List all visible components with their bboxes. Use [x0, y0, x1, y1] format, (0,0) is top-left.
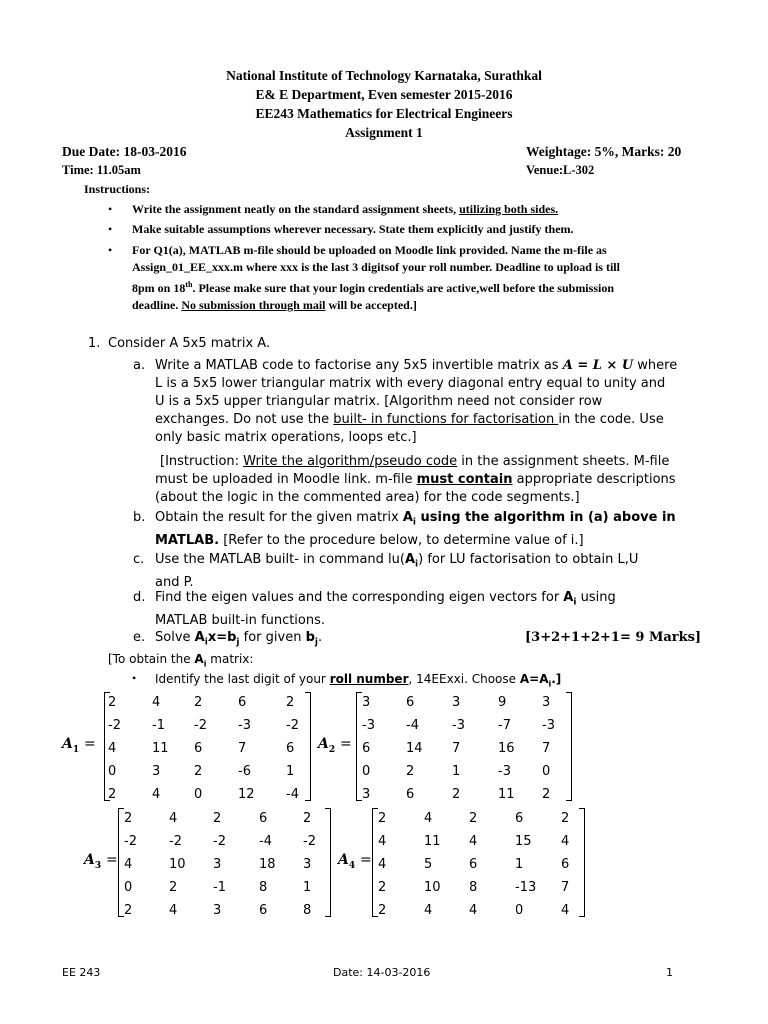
course-title: EE243 Mathematics for Electrical Engineers [255, 106, 513, 121]
matrix-cell: 8 [259, 880, 268, 895]
part-d-text: Find the eigen values and the corresponding eigen vectors for $A_i$ using MATLAB built-in functions. [155, 590, 616, 628]
matrix-cell: 7 [238, 741, 247, 756]
part-a-instruction: [Instruction: Write the algorithm/pseudo code in the assignment sheets. M-file [160, 454, 670, 469]
footer-date: Date: 14-03-2016 [333, 966, 431, 979]
footer-page-number: 1 [666, 966, 673, 979]
weightage: Weightage: 5%, Marks: 20 [526, 144, 682, 159]
matrix-cell: 7 [452, 741, 461, 756]
matrix-cell: -2 [194, 718, 207, 733]
matrix-cell: 2 [124, 811, 133, 826]
matrix-cell: -4 [259, 834, 272, 849]
matrix-cell: 2 [194, 764, 203, 779]
matrix-cell: 2 [378, 903, 387, 918]
matrix-cell: 2 [406, 764, 415, 779]
instruction-2: Make suitable assumptions wherever necessary. State them explicitly and justify them. [132, 222, 574, 236]
matrix-cell: 3 [213, 903, 222, 918]
obtain-matrix-note: [To obtain the $A_i$ matrix: [108, 652, 254, 669]
instruction-3: For Q1(a), MATLAB m-file should be uploaded on Moodle link provided. Name the m-file as Assign_01_EE_xxx.m where xxx is the last 3 digitsof your roll number. Deadline to upload is till 8pm on 18th. Please make sure that your login credentials are active,well before the submission deadline. No submission through mail will be accepted.] [132, 243, 620, 312]
matrix-cell: 4 [424, 811, 433, 826]
matrix-cell: 3 [452, 695, 461, 710]
matrix-cell: 2 [303, 811, 312, 826]
matrix-cell: -1 [213, 880, 226, 895]
matrix-cell: 0 [194, 787, 203, 802]
matrix-cell: 6 [469, 857, 478, 872]
matrix-cell: 0 [362, 764, 371, 779]
matrix-cell: -2 [303, 834, 316, 849]
matrix-cell: 2 [542, 787, 551, 802]
instruction-1: Write the assignment neatly on the standard assignment sheets, utilizing both sides. [132, 202, 559, 216]
matrix-cell: 4 [561, 903, 570, 918]
matrix-cell: -2 [213, 834, 226, 849]
matrix-cell: 12 [238, 787, 255, 802]
matrix-cell: -2 [108, 718, 121, 733]
matrix-cell: 2 [108, 695, 117, 710]
matrix-a3-label: $A_3$ = [84, 852, 118, 871]
matrix-cell: 0 [124, 880, 133, 895]
matrix-a3-right-bracket [325, 808, 331, 917]
matrix-cell: 2 [213, 811, 222, 826]
institute-name: National Institute of Technology Karnataka, Surathkal [226, 68, 542, 83]
matrix-cell: 14 [406, 741, 423, 756]
bullet-dot: • [108, 222, 113, 236]
matrix-cell: 3 [362, 787, 371, 802]
matrix-cell: -3 [362, 718, 375, 733]
matrix-cell: 6 [406, 787, 415, 802]
matrix-cell: 0 [515, 903, 524, 918]
matrix-cell: 1 [452, 764, 461, 779]
matrix-cell: 4 [108, 741, 117, 756]
matrix-cell: 4 [124, 857, 133, 872]
matrix-cell: 2 [286, 695, 295, 710]
matrix-cell: -2 [169, 834, 182, 849]
due-date: Due Date: 18-03-2016 [62, 144, 187, 159]
matrix-cell: 3 [152, 764, 161, 779]
matrix-cell: 5 [424, 857, 433, 872]
matrix-cell: 1 [515, 857, 524, 872]
assignment-title: Assignment 1 [345, 125, 423, 140]
matrix-a2-label: $A_2$ = [318, 736, 352, 755]
matrix-cell: 6 [238, 695, 247, 710]
matrix-cell: -13 [515, 880, 537, 895]
question-stem: Consider A 5x5 matrix A. [108, 336, 271, 351]
marks-total: [3+2+1+2+1= 9 Marks] [525, 630, 702, 645]
matrix-cell: 11 [424, 834, 441, 849]
matrix-cell: 15 [515, 834, 532, 849]
matrix-cell: 4 [169, 903, 178, 918]
matrix-cell: 0 [108, 764, 117, 779]
matrix-cell: 4 [378, 857, 387, 872]
matrix-cell: -6 [238, 764, 251, 779]
venue: Venue:L-302 [526, 163, 595, 177]
matrix-cell: 0 [542, 764, 551, 779]
matrix-cell: 2 [108, 787, 117, 802]
matrix-cell: 16 [498, 741, 515, 756]
matrix-cell: 18 [259, 857, 276, 872]
question-number: 1. [88, 336, 101, 351]
part-e-label: e. [133, 630, 146, 645]
matrix-cell: 3 [213, 857, 222, 872]
matrix-cell: 7 [561, 880, 570, 895]
matrix-cell: 6 [259, 811, 268, 826]
matrix-cell: 4 [424, 903, 433, 918]
part-e-text: Solve $A_ix=b_j$ for given $b_j$. [155, 630, 323, 648]
matrix-cell: 4 [378, 834, 387, 849]
matrix-cell: -7 [498, 718, 511, 733]
matrix-cell: 9 [498, 695, 507, 710]
matrix-cell: 3 [542, 695, 551, 710]
matrix-cell: -4 [286, 787, 299, 802]
time: Time: 11.05am [62, 163, 141, 177]
matrix-a2-right-bracket [566, 692, 572, 801]
matrix-cell: -3 [238, 718, 251, 733]
matrix-cell: 4 [169, 811, 178, 826]
bullet-dot: • [108, 202, 113, 216]
matrix-cell: -1 [152, 718, 165, 733]
matrix-cell: 11 [498, 787, 515, 802]
matrix-cell: 6 [259, 903, 268, 918]
part-a-instruction-cont: must be uploaded in Moodle link. m-file must contain appropriate descriptions (about the logic in the commented area) for the code segments.] [155, 472, 676, 505]
part-a-label: a. [133, 358, 146, 373]
matrix-cell: -3 [498, 764, 511, 779]
instructions-heading: Instructions: [84, 182, 151, 196]
footer-course: EE 243 [62, 966, 101, 979]
part-d-label: d. [133, 590, 146, 605]
matrix-cell: 11 [152, 741, 169, 756]
matrix-cell: 2 [169, 880, 178, 895]
matrix-cell: 2 [561, 811, 570, 826]
part-b-label: b. [133, 510, 146, 525]
matrix-cell: 3 [303, 857, 312, 872]
part-b-text: Obtain the result for the given matrix $A_i$ using the algorithm in (a) above in MATLAB. [Refer to the procedure below, to determine value of i.] [155, 510, 676, 548]
matrix-cell: 8 [469, 880, 478, 895]
matrix-cell: 7 [542, 741, 551, 756]
matrix-cell: 6 [515, 811, 524, 826]
matrix-cell: 4 [152, 787, 161, 802]
matrix-cell: 2 [469, 811, 478, 826]
matrix-a1-label: $A_1$ = [62, 736, 96, 755]
part-a-text: Write a MATLAB code to factorise any 5x5 invertible matrix as A = L × U where L is a 5x5 lower triangular matrix with every diagonal entry equal to unity and U is a 5x5 upper triangular matrix. [Algorithm need not consider row exchanges. Do not use the built- in functions for factorisation in the code. Use only basic matrix operations, loops etc.] [155, 358, 678, 445]
matrix-cell: 2 [124, 903, 133, 918]
matrix-cell: 4 [469, 903, 478, 918]
part-c-label: c. [133, 552, 145, 567]
matrix-cell: 3 [362, 695, 371, 710]
matrix-cell: -2 [124, 834, 137, 849]
bullet-dot: • [132, 671, 137, 685]
part-c-text: Use the MATLAB built- in command $lu(A_i)$ for LU factorisation to obtain L,U and P. [155, 552, 639, 590]
matrix-cell: 6 [194, 741, 203, 756]
matrix-cell: -3 [542, 718, 555, 733]
identify-roll-number: Identify the last digit of your roll number, 14EExxi. Choose $A=A_i$.] [155, 672, 562, 689]
matrix-cell: 6 [286, 741, 295, 756]
matrix-cell: 6 [362, 741, 371, 756]
matrix-cell: 2 [194, 695, 203, 710]
matrix-cell: 2 [378, 811, 387, 826]
matrix-cell: 4 [561, 834, 570, 849]
matrix-cell: 6 [406, 695, 415, 710]
matrix-cell: 8 [303, 903, 312, 918]
department-line: E& E Department, Even semester 2015-2016 [255, 87, 513, 102]
matrix-a4-label: $A_4$ = [338, 852, 372, 871]
matrix-cell: -4 [406, 718, 419, 733]
matrix-cell: 10 [169, 857, 186, 872]
matrix-cell: 1 [303, 880, 312, 895]
matrix-cell: -2 [286, 718, 299, 733]
matrix-cell: 4 [469, 834, 478, 849]
matrix-cell: 2 [452, 787, 461, 802]
bullet-dot: • [108, 243, 113, 257]
matrix-cell: 2 [378, 880, 387, 895]
matrix-cell: 6 [561, 857, 570, 872]
matrix-cell: 4 [152, 695, 161, 710]
matrix-cell: 1 [286, 764, 295, 779]
matrix-cell: -3 [452, 718, 465, 733]
matrix-cell: 10 [424, 880, 441, 895]
